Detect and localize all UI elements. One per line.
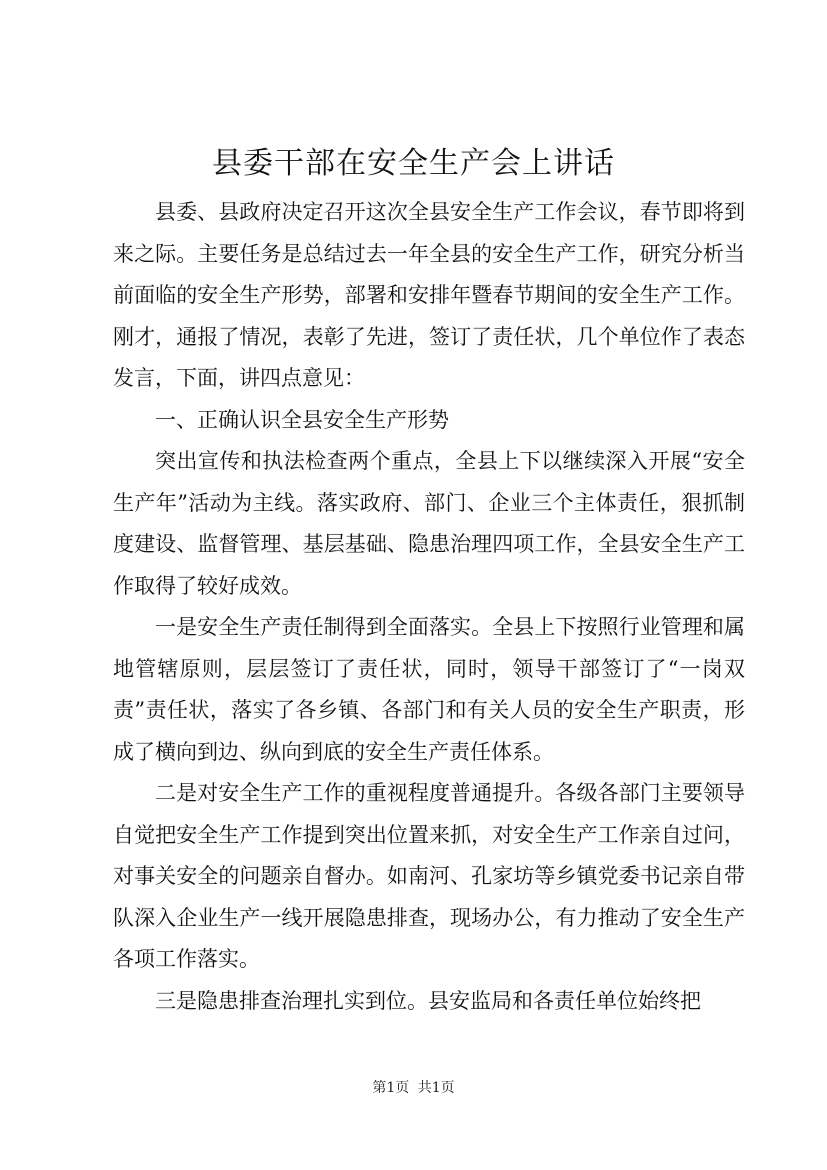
- page-number: 第1页: [372, 1080, 410, 1096]
- page-footer: [0, 1078, 827, 1098]
- paragraph-point-1: 一是安全生产责任制得到全面落实。全县上下按照行业管理和属地管辖原则，层层签订了责任状，同时，领导干部签订了“一岗双责”责任状，落实了各乡镇、各部门和有关人员的安全生产职责，形成了横向到边、纵向到底的安全生产责任体系。: [113, 615, 745, 764]
- document-body: [113, 192, 745, 1022]
- paragraph-overview: 突出宣传和执法检查两个重点，全县上下以继续深入开展“安全生产年”活动为主线。落实政府、部门、企业三个主体责任，狠抓制度建设、监督管理、基层基础、隐患治理四项工作，全县安全生产工作取得了较好成效。: [113, 449, 745, 598]
- page-total: 共1页: [417, 1080, 455, 1096]
- section-heading-1: 一、正确认识全县安全生产形势: [155, 407, 449, 432]
- paragraph-intro: 县委、县政府决定召开这次全县安全生产工作会议，春节即将到来之际。主要任务是总结过去一年全县的安全生产工作，研究分析当前面临的安全生产形势，部署和安排年暨春节期间的安全生产工作。刚才，通报了情况，表彰了先进，签订了责任状，几个单位作了表态发言，下面，讲四点意见：: [113, 200, 745, 390]
- paragraph-point-2: 二是对安全生产工作的重视程度普通提升。各级各部门主要领导自觉把安全生产工作提到突出位置来抓，对安全生产工作亲自过问，对事关安全的问题亲自督办。如南河、孔家坊等乡镇党委书记亲自带队深入企业生产一线开展隐患排查，现场办公，有力推动了安全生产各项工作落实。: [113, 781, 745, 971]
- paragraph-point-3: 三是隐患排查治理扎实到位。县安监局和各责任单位始终把: [155, 988, 701, 1013]
- document-title: 县委干部在安全生产会上讲话: [212, 146, 615, 181]
